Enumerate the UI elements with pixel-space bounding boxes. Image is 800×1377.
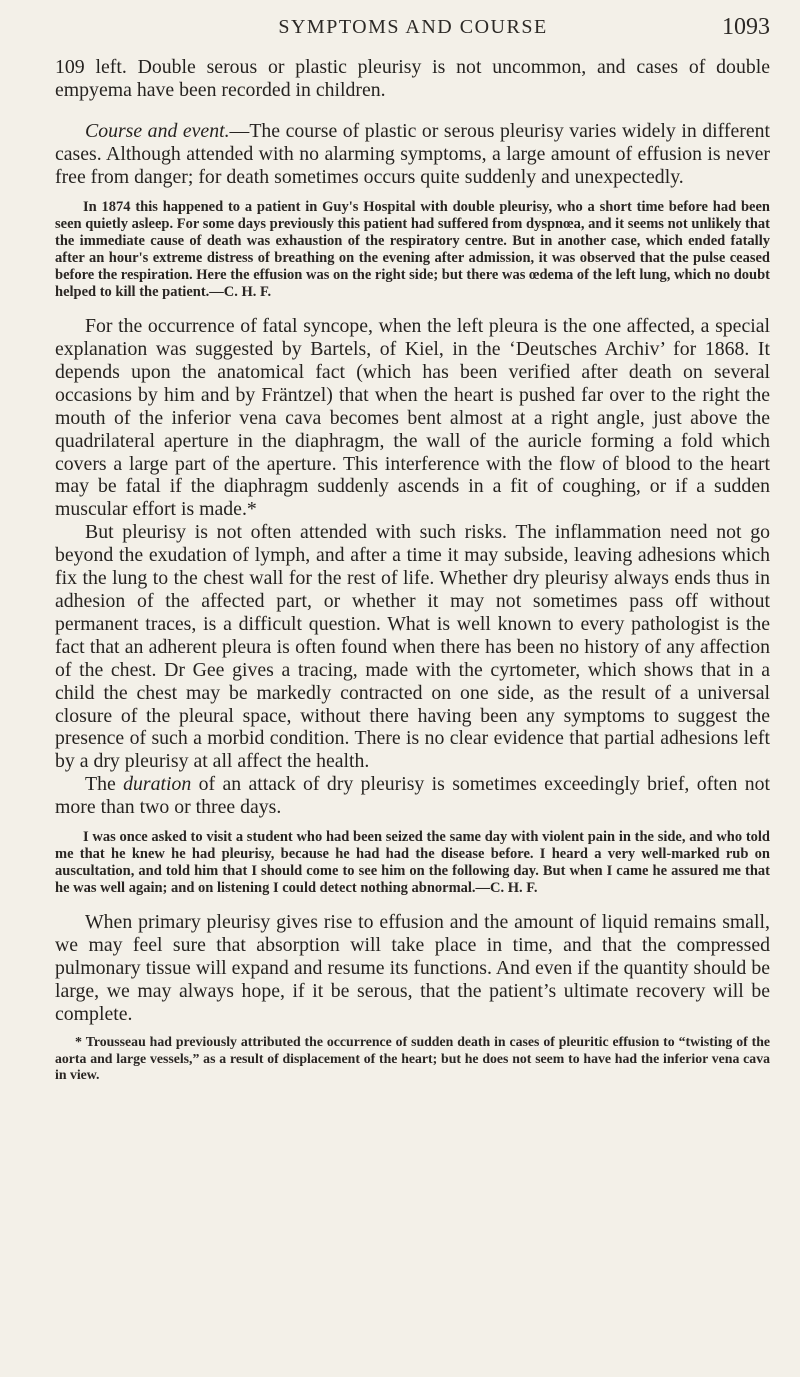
page-content	[55, 56, 770, 1084]
section-heading-course-and-event: Course and event.	[85, 119, 230, 142]
page-number: 1093	[722, 14, 770, 40]
paragraph-fatal-syncope: For the occurrence of fatal syncope, when the left pleura is the one affected, a special explanation was suggested by Bartels, of Kiel, in the ‘Deutsches Archiv’ for 1868. It depends upon the anatomical fact (which has been verified after death on several occasions by him and by Fräntzel) that when the heart is pushed far over to the right the mouth of the inferior vena cava becomes bent almost at a right angle, just above the quadrilateral aperture in the diaphragm, the wall of the auricle forming a fold which covers a large part of the aperture. This interference with the flow of blood to the heart may be fatal if the diaphragm suddenly ascends in a fit of coughing, or if a sudden muscular effort is made.*	[55, 315, 770, 521]
paragraph-primary-pleurisy: When primary pleurisy gives rise to effusion and the amount of liquid remains small, we may feel sure that absorption will take place in time, and that the compressed pulmonary tissue will expand and resume its functions. And even if the quantity should be large, we may always hope, if it be serous, that the patient’s ultimate recovery will be complete.	[55, 911, 770, 1026]
paragraph-course-and-event	[55, 120, 770, 189]
running-head	[56, 12, 770, 50]
paragraph-course-body: —The course of plastic or serous pleurisy varies widely in different cases. Although attended with no alarming symptoms, a large amount of effusion is never free from danger; for death sometimes occurs quite suddenly and unexpectedly.	[55, 119, 770, 188]
footnote-text: Trousseau had previously attributed the occurrence of sudden death in cases of pleuritic effusion to “twisting of the aorta and large vessels,” as a result of displacement of the heart; but he does not seem to have had the inferior vena cava in view.	[55, 1033, 771, 1083]
clinical-note-2: I was once asked to visit a student who had been seized the same day with violent pain in the side, and who told me that he knew he had pleurisy, because he had had the disease before. I heard a very well-marked rub on auscultation, and told him that I should come to see him on the following day. But when I came he assured me that he was well again; and on listening I could detect nothing abnormal.—C. H. F.	[55, 829, 770, 897]
clinical-note-1: In 1874 this happened to a patient in Guy's Hospital with double pleurisy, who a short time before had been seen quietly asleep. For some days previously this patient had suffered from dyspnœa, and it seems not unlikely that the immediate cause of death was exhaustion of the respiratory centre. But in another case, which ended fatally after an hour's extreme distress of breathing on the evening after admission, it was observed that the pulse ceased before the respiration. Here the effusion was on the right side; but there was œdema of the left lung, which no doubt helped to kill the patient.—C. H. F.	[55, 198, 770, 300]
duration-suffix: of an attack of dry pleurisy is sometimes exceedingly brief, often not more than two or three days.	[55, 773, 770, 819]
running-title: SYMPTOMS AND COURSE	[278, 16, 548, 38]
paragraph-duration	[55, 773, 770, 819]
duration-prefix: The	[85, 773, 124, 796]
footnote	[55, 1034, 770, 1084]
paragraph-adhesions: But pleurisy is not often attended with such risks. The inflammation need not go beyond the exudation of lymph, and after a time it may subside, leaving adhesions which fix the lung to the chest wall for the rest of life. Whether dry pleurisy always ends thus in adhesion of the affected part, or whether it may not sometimes pass off without permanent traces, is a difficult question. What is well known to every pathologist is the fact that an adherent pleura is often found when there has been no history of any affection of the chest. Dr Gee gives a tracing, made with the cyrtometer, which shows that in a child the chest may be markedly contracted on one side, as the result of a universal closure of the pleural space, without there having been any symptoms to suggest the presence of such a morbid condition. There is no clear evidence that partial adhesions left by a dry pleurisy at all affect the health.	[55, 521, 770, 773]
duration-term: duration	[123, 773, 192, 796]
paragraph-1: 109 left. Double serous or plastic pleurisy is not uncommon, and cases of double empyema have been recorded in children.	[55, 56, 770, 101]
footnote-mark: *	[75, 1034, 82, 1050]
